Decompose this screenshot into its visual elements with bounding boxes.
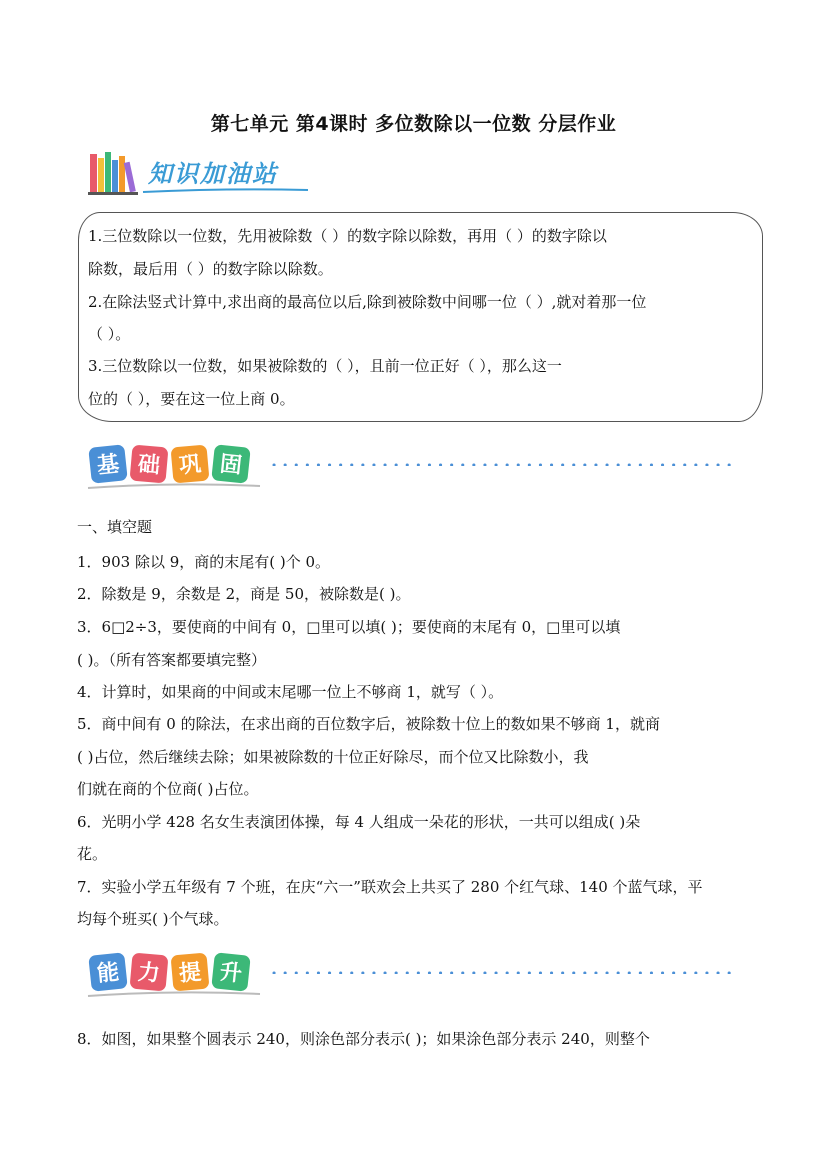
advanced-tile-2 xyxy=(129,952,168,991)
knowledge-line-4: （ ）。 xyxy=(88,325,131,343)
knowledge-banner-label: 知识加油站 xyxy=(148,160,278,188)
svg-text:升: 升 xyxy=(218,959,244,988)
question-3-line-2: ( )。（所有答案都要填完整） xyxy=(77,651,266,669)
question-6-line-2: 花。 xyxy=(77,845,108,863)
svg-text:基: 基 xyxy=(95,451,121,480)
svg-text:力: 力 xyxy=(136,960,161,987)
question-1: 1．903 除以 9，商的末尾有( )个 0。 xyxy=(77,553,331,571)
basic-tile-1 xyxy=(88,444,128,484)
knowledge-line-6: 位的（ ），要在这一位上商 0。 xyxy=(88,390,295,408)
svg-text:础: 础 xyxy=(136,452,161,479)
advanced-tile-3 xyxy=(170,952,209,991)
page-title: 第七单元 第4课时 多位数除以一位数 分层作业 xyxy=(210,113,617,135)
svg-text:固: 固 xyxy=(218,451,244,480)
section-heading: 一、填空题 xyxy=(77,518,153,536)
knowledge-line-3: 2.在除法竖式计算中,求出商的最高位以后,除到被除数中间哪一位（ ）,就对着那一位 xyxy=(88,293,647,311)
question-2: 2．除数是 9，余数是 2，商是 50，被除数是( )。 xyxy=(77,585,411,603)
question-5-line-1: 5．商中间有 0 的除法，在求出商的百位数字后，被除数十位上的数如果不够商 1，就商 xyxy=(77,715,660,733)
knowledge-line-5: 3.三位数除以一位数，如果被除数的（ ），且前一位正好（ ），那么这一 xyxy=(88,357,562,375)
advanced-tile-1 xyxy=(88,952,128,992)
question-7-line-1: 7．实验小学五年级有 7 个班，在庆“六一”联欢会上共买了 280 个红气球、140 个蓝气球，平 xyxy=(77,878,703,896)
question-8: 8．如图，如果整个圆表示 240，则涂色部分表示( )；如果涂色部分表示 240，则整个 xyxy=(77,1030,650,1048)
knowledge-line-2: 除数，最后用（ ）的数字除以除数。 xyxy=(88,260,333,278)
question-5-line-3: 们就在商的个位商( )占位。 xyxy=(77,780,259,798)
basic-banner xyxy=(84,440,264,494)
svg-text:巩: 巩 xyxy=(178,452,203,479)
svg-text:能: 能 xyxy=(95,959,121,988)
basic-dotted-line xyxy=(272,462,742,466)
svg-text:提: 提 xyxy=(178,960,203,987)
advanced-tile-4 xyxy=(211,952,251,992)
advanced-banner xyxy=(84,946,264,1002)
question-7-line-2: 均每个班买( )个气球。 xyxy=(77,910,229,928)
question-6-line-1: 6．光明小学 428 名女生表演团体操，每 4 人组成一朵花的形状，一共可以组成( )朵 xyxy=(77,813,641,831)
basic-tile-4 xyxy=(211,444,251,484)
question-5-line-2: ( )占位，然后继续去除；如果被除数的十位正好除尽，而个位又比除数小，我 xyxy=(77,748,589,766)
basic-tile-2 xyxy=(129,444,168,483)
knowledge-banner xyxy=(88,148,318,198)
knowledge-line-1: 1.三位数除以一位数，先用被除数（ ）的数字除以除数，再用（ ）的数字除以 xyxy=(88,227,607,245)
question-4: 4．计算时，如果商的中间或末尾哪一位上不够商 1，就写（ ）。 xyxy=(77,683,504,701)
basic-tile-3 xyxy=(170,444,209,483)
advanced-dotted-line xyxy=(272,970,742,974)
question-3-line-1: 3．6□2÷3，要使商的中间有 0，□里可以填( )；要使商的末尾有 0，□里可以填 xyxy=(77,618,621,636)
